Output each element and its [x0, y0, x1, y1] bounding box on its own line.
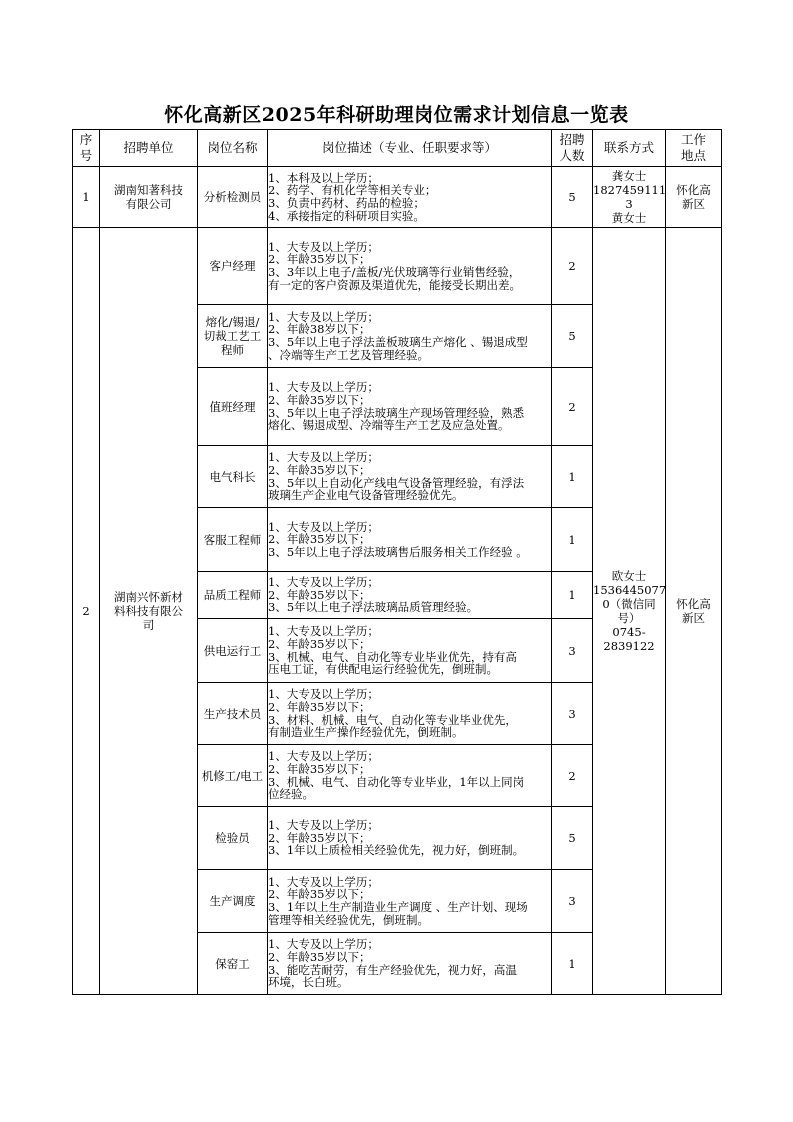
position-description: 1、大专及以上学历； 2、年龄38岁以下； 3、5年以上电子浮法盖板玻璃生产熔化 、锡退成型 、冷端等生产工艺及管理经验。 [268, 305, 552, 368]
position-description: 1、大专及以上学历； 2、年龄35岁以下； 3、1年以上质检相关经验优先，视力好，倒班制。 [268, 807, 552, 870]
position-description: 1、大专及以上学历； 2、年龄35岁以下； 3、5年以上电子浮法玻璃生产现场管理经验，熟悉 熔化、锡退成型、冷端等生产工艺及应急处置。 [268, 368, 552, 446]
header-desc: 岗位描述（专业、任职要求等） [268, 130, 552, 167]
contact-info: 欧女士 1536445077 0（微信同 号） 0745- 2839122 [593, 228, 666, 995]
position-name: 生产技术员 [198, 683, 268, 745]
row-number: 2 [73, 228, 100, 995]
position-description: 1、大专及以上学历； 2、年龄35岁以下； 3、1年以上生产制造业生产调度 、生产计划、现场 管理等相关经验优先，倒班制。 [268, 870, 552, 933]
headcount: 1 [552, 933, 593, 995]
headcount: 1 [552, 508, 593, 572]
position-description: 1、大专及以上学历； 2、年龄35岁以下； 3、机械、电气、自动化等专业毕业优先，持有高 压电工证，有供配电运行经验优先，倒班制。 [268, 619, 552, 683]
headcount: 1 [552, 446, 593, 508]
position-name: 熔化/锡退/ 切裁工艺工 程师 [198, 305, 268, 368]
header-row [73, 130, 722, 167]
position-description: 1、本科及以上学历； 2、药学、有机化学等相关专业； 3、负责中药材、药品的检验； 4、承接指定的科研项目实验。 [268, 167, 552, 228]
table-row [73, 167, 722, 228]
headcount: 2 [552, 228, 593, 305]
position-name: 供电运行工 [198, 619, 268, 683]
headcount: 3 [552, 870, 593, 933]
work-location: 怀化高 新区 [666, 228, 722, 995]
header-position: 岗位名称 [198, 130, 268, 167]
headcount: 3 [552, 683, 593, 745]
header-no: 序 号 [73, 130, 100, 167]
headcount: 2 [552, 745, 593, 807]
recruiting-unit: 湖南知著科技 有限公司 [100, 167, 198, 228]
header-count: 招聘 人数 [552, 130, 593, 167]
position-description: 1、大专及以上学历； 2、年龄35岁以下； 3、机械、电气、自动化等专业毕业，1年以上同岗 位经验。 [268, 745, 552, 807]
header-unit: 招聘单位 [100, 130, 198, 167]
header-contact: 联系方式 [593, 130, 666, 167]
position-name: 客户经理 [198, 228, 268, 305]
recruiting-unit: 湖南兴怀新材 料科技有限公 司 [100, 228, 198, 995]
headcount: 5 [552, 807, 593, 870]
headcount: 3 [552, 619, 593, 683]
headcount: 5 [552, 305, 593, 368]
position-name: 电气科长 [198, 446, 268, 508]
headcount: 2 [552, 368, 593, 446]
position-description: 1、大专及以上学历； 2、年龄35岁以下； 3、3年以上电子/盖板/光伏玻璃等行业销售经验， 有一定的客户资源及渠道优先，能接受长期出差。 [268, 228, 552, 305]
position-name: 客服工程师 [198, 508, 268, 572]
position-description: 1、大专及以上学历； 2、年龄35岁以下； 3、能吃苦耐劳，有生产经验优先，视力好，高温 环境，长白班。 [268, 933, 552, 995]
header-location: 工作 地点 [666, 130, 722, 167]
position-name: 值班经理 [198, 368, 268, 446]
headcount: 1 [552, 572, 593, 619]
page-title: 怀化高新区2025年科研助理岗位需求计划信息一览表 [164, 104, 629, 126]
position-name: 保窑工 [198, 933, 268, 995]
position-description: 1、大专及以上学历； 2、年龄35岁以下； 3、5年以上电子浮法玻璃品质管理经验。 [268, 572, 552, 619]
table-row [73, 228, 722, 305]
recruitment-table [72, 129, 722, 995]
work-location: 怀化高 新区 [666, 167, 722, 228]
position-name: 检验员 [198, 807, 268, 870]
position-name: 机修工/电工 [198, 745, 268, 807]
contact-info: 龚女士 1827459111 3 黄女士 [593, 167, 666, 228]
position-description: 1、大专及以上学历； 2、年龄35岁以下； 3、5年以上电子浮法玻璃售后服务相关工作经验 。 [268, 508, 552, 572]
position-description: 1、大专及以上学历； 2、年龄35岁以下； 3、材料、机械、电气、自动化等专业毕业优先， 有制造业生产操作经验优先，倒班制。 [268, 683, 552, 745]
position-name: 品质工程师 [198, 572, 268, 619]
headcount: 5 [552, 167, 593, 228]
position-description: 1、大专及以上学历； 2、年龄35岁以下； 3、5年以上自动化产线电气设备管理经验，有浮法 玻璃生产企业电气设备管理经验优先。 [268, 446, 552, 508]
position-name: 分析检测员 [198, 167, 268, 228]
row-number: 1 [73, 167, 100, 228]
position-name: 生产调度 [198, 870, 268, 933]
